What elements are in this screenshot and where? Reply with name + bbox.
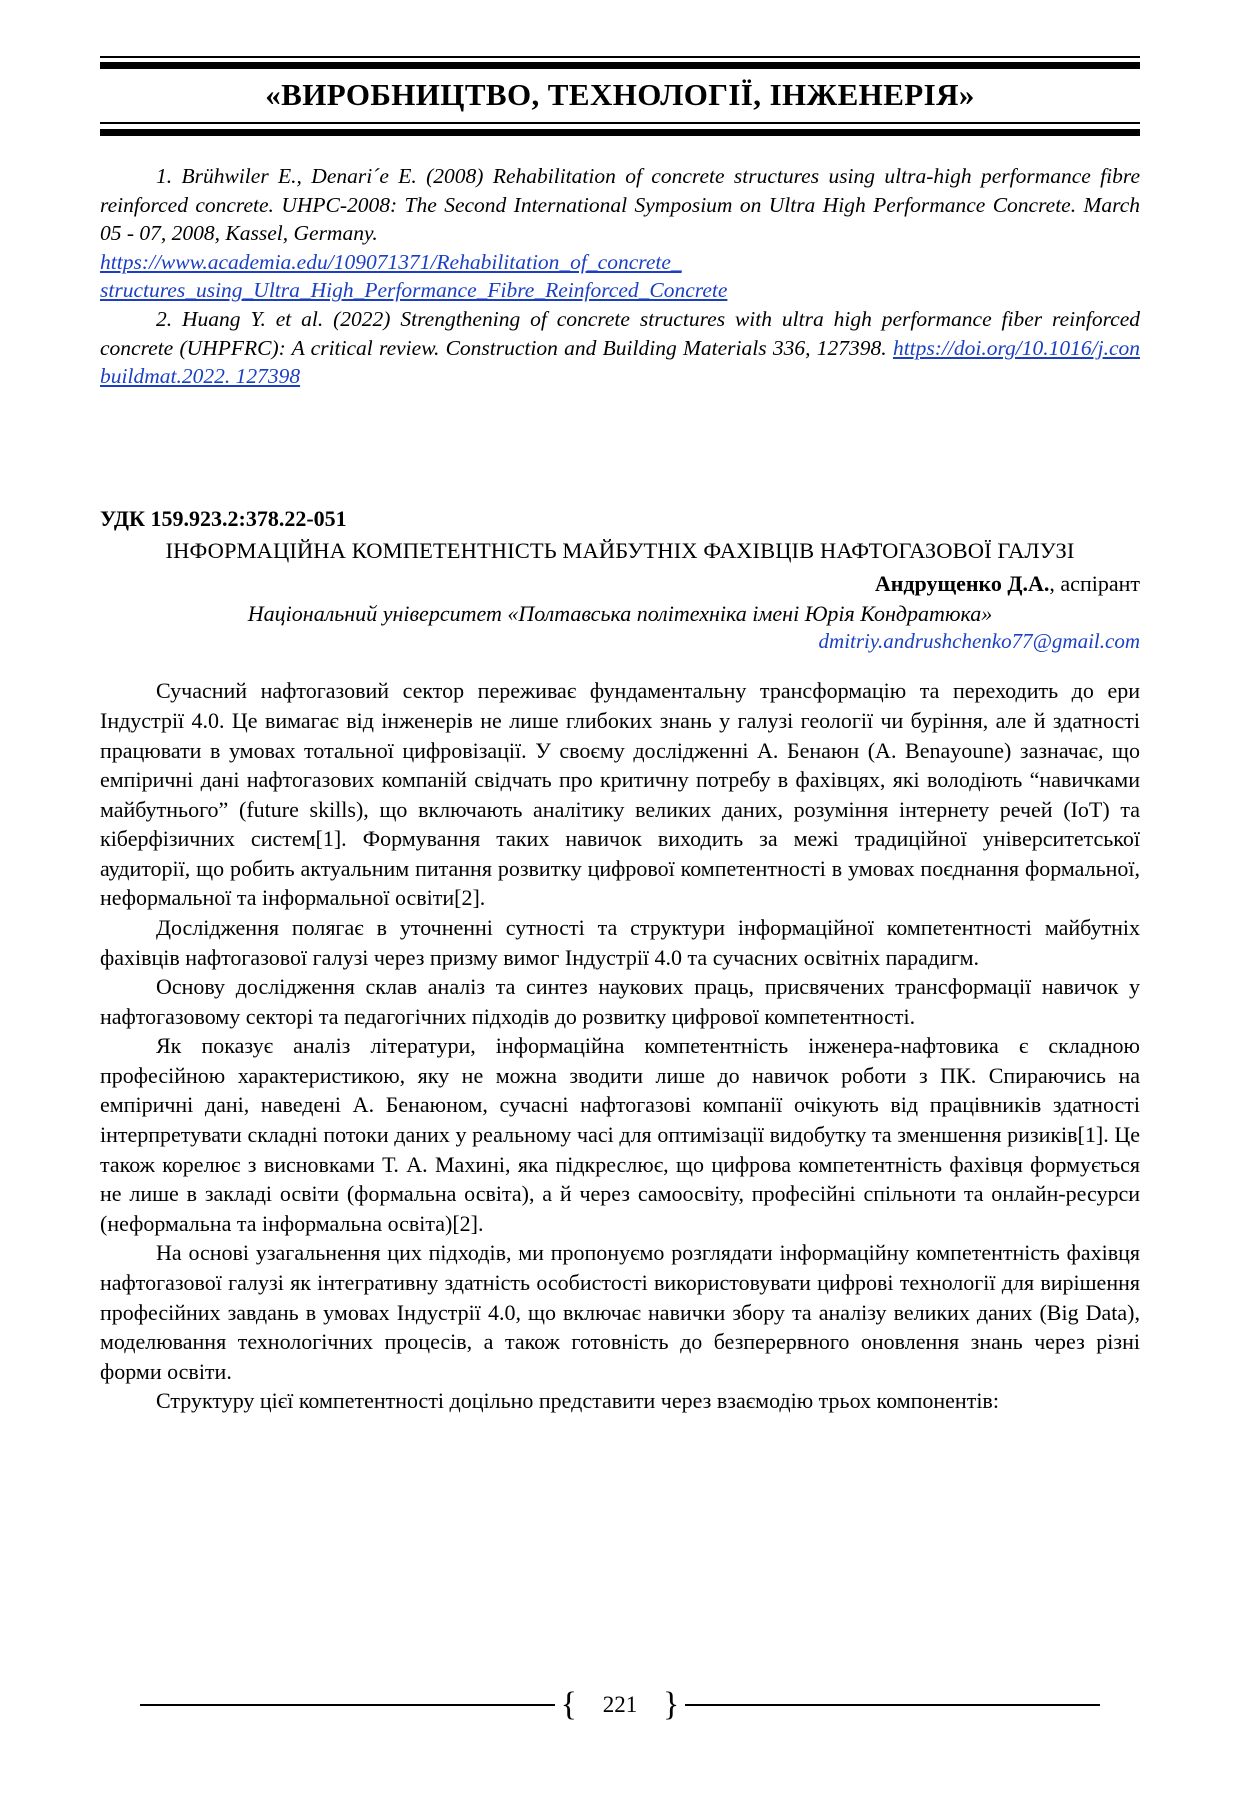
reference-2-text: 2. Huang Y. et al. (2022) Strengthening of concrete structures with ultra high performance fiber reinforced concrete (UHPFRC): A critical review. Construction and Building Materials 336, 127398. [100,306,1140,360]
reference-item-2 [100,305,1140,391]
header-rule-thick-bottom [100,129,1140,136]
author-name: Андрущенко Д.А. [874,571,1050,597]
footer-rule-left [140,1704,555,1706]
document-page [0,56,1240,1810]
article-header [100,506,1140,655]
udc-code: УДК 159.923.2:378.22-051 [100,505,347,531]
footer-brace-right-icon: } [663,1686,680,1723]
reference-2-url[interactable]: https://doi.org/10.1016/j.conbuildmat.2022. 127398 [100,335,1140,389]
body-paragraph: Дослідження полягає в уточненні сутності та структури інформаційної компетентності майбутніх фахівців нафтогазової галузі через призму вимог Індустрії 4.0 та сучасних освітніх парадигм. [100,915,1140,970]
reference-1-url-line-2[interactable]: structures_using_Ultra_High_Performance_Fibre_Reinforced_Concrete [100,278,728,303]
author-affiliation: Національний університет «Полтавська політехніка імені Юрія Кондратюка» [247,600,993,626]
body-paragraph: Як показує аналіз літератури, інформаційна компетентність інженера-нафтовика є складною професійною характеристикою, яку не можна зводити лише до навичок роботи з ПК. Спираючись на емпіричні дані, наведені А. Бенаюном, сучасні нафтогазові компанії очікують від працівників здатності інтерпретувати складні потоки даних у реальному часі для оптимізації видобутку та зменшення ризиків[1]. Це також корелює з висновками Т. А. Махині, яка підкреслює, що цифрова компетентність фахівця формується не лише в закладі освіти (формальна освіта), а й через самоосвіту, професійні спільноти та онлайн-ресурси (неформальна та інформальна освіта)[2]. [100,1033,1140,1236]
footer-brace-left-icon: { [560,1686,577,1723]
page-number: 221 [602,1692,638,1717]
body-paragraph: Основу дослідження склав аналіз та синтез наукових праць, присвячених трансформації навичок у нафтогазовому секторі та педагогічних підходів до розвитку цифрової компетентності. [100,974,1140,1029]
author-email[interactable]: dmitriy.andrushchenko77@gmail.com [818,629,1140,654]
reference-1-url-line-1[interactable]: https://www.academia.edu/109071371/Rehabilitation_of_concrete_ [100,249,682,274]
author-role: , аспірант [1049,571,1140,597]
reference-item-1 [100,162,1140,248]
author-line [100,570,1140,598]
article-body [100,676,1140,1415]
footer-rule-right [685,1704,1100,1706]
page-footer [0,1688,1240,1722]
running-head [100,56,1140,136]
reference-list [100,162,1140,391]
body-paragraph: Структуру цієї компетентності доцільно представити через взаємодію трьох компонентів: [156,1388,999,1414]
reference-1-text: 1. Brühwiler E., Denari´e E. (2008) Rehabilitation of concrete structures using ultra-high performance fibre reinforced concrete. UHPC-2008: The Second International Symposium on Ultra High Performance Concrete. March 05 - 07, 2008, Kassel, Germany. [100,164,1140,246]
body-paragraph: На основі узагальнення цих підходів, ми пропонуємо розглядати інформаційну компетентність фахівця нафтогазової галузі як інтегративну здатність особистості використовувати цифрові технології для вирішення професійних завдань в умовах Індустрії 4.0, що включає навички збору та аналізу великих даних (Big Data), моделювання технологічних процесів, а також готовність до безперервного оновлення знань через різні форми освіти. [100,1240,1140,1384]
header-rule-thick-top [100,62,1140,69]
article-title: ІНФОРМАЦІЙНА КОМПЕТЕНТНІСТЬ МАЙБУТНІХ ФАХІВЦІВ НАФТОГАЗОВОЇ ГАЛУЗІ [165,538,1075,564]
running-head-title: «ВИРОБНИЦТВО, ТЕХНОЛОГІЇ, ІНЖЕНЕРІЯ» [265,77,975,112]
body-paragraph: Сучасний нафтогазовий сектор переживає фундаментальну трансформацію та переходить до ери Індустрії 4.0. Це вимагає від інженерів не лише глибоких знань у галузі геології чи буріння, але й здатності працювати в умовах тотальної цифровізації. У своєму дослідженні А. Бенаюн (A. Benayoune) зазначає, що емпіричні дані нафтогазових компаній свідчать про критичну потребу в фахівцях, які володіють “навичками майбутнього” (future skills), що включають аналітику великих даних, розуміння інтернету речей (IoT) та кіберфізичних систем[1]. Формування таких навичок виходить за межі традиційної університетської аудиторії, що робить актуальним питання розвитку цифрової компетентності в умовах поєднання формальної, неформальної та інформальної освіти[2]. [100,678,1140,911]
